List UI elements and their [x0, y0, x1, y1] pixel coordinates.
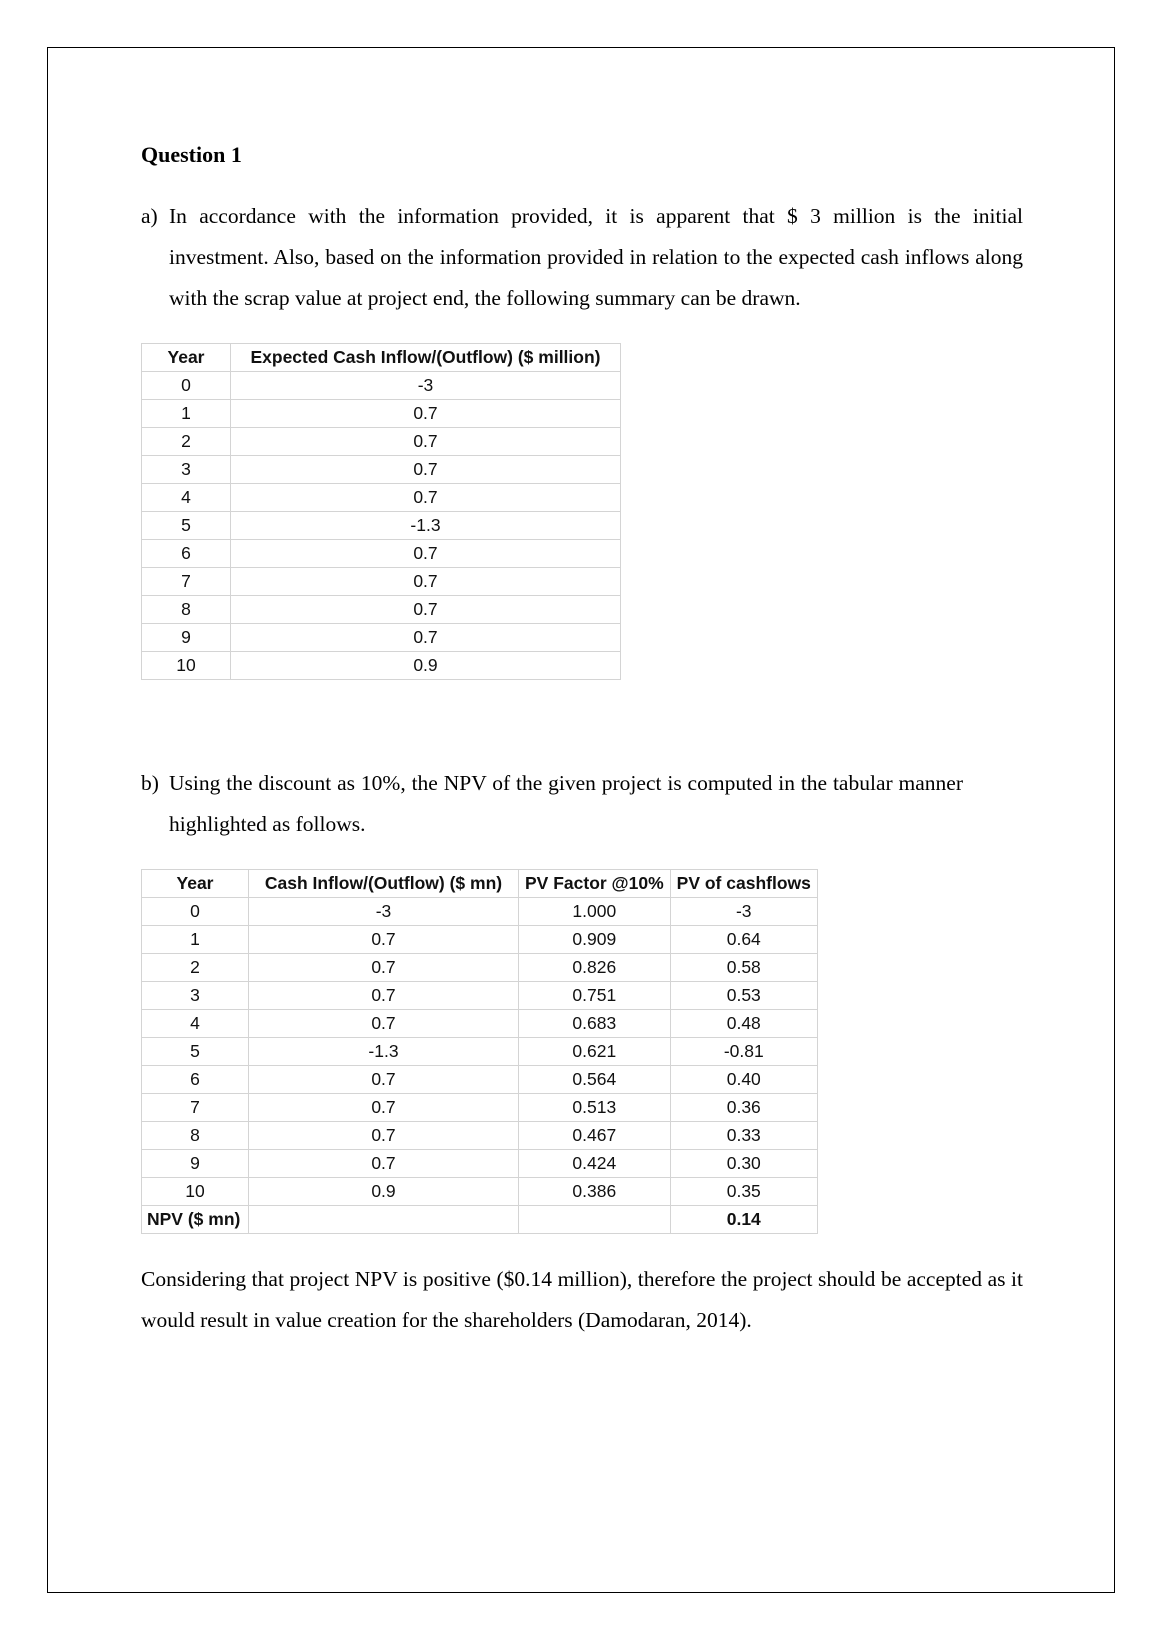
- table-cell: -1.3: [249, 1038, 519, 1066]
- table-cell: 0.7: [249, 1122, 519, 1150]
- npv-total-row: [142, 1206, 818, 1234]
- part-a-paragraph: [141, 196, 1023, 319]
- table-cell: 0: [142, 898, 249, 926]
- table-cell: 0.7: [249, 982, 519, 1010]
- table-row: [142, 512, 621, 540]
- table-row: [142, 1010, 818, 1038]
- table-cell: 8: [142, 1122, 249, 1150]
- table-cell: 0.7: [249, 1150, 519, 1178]
- table-cell: 0.826: [519, 954, 671, 982]
- table-cell: 0.7: [231, 484, 621, 512]
- table-cell: 0.7: [249, 954, 519, 982]
- question-heading: Question 1: [141, 142, 242, 167]
- table-row: [142, 484, 621, 512]
- table-cell: 0.467: [519, 1122, 671, 1150]
- table-cell: 9: [142, 1150, 249, 1178]
- table-cell: 0.751: [519, 982, 671, 1010]
- table-cell-empty: [249, 1206, 519, 1234]
- table-cell: 0.9: [231, 652, 621, 680]
- table-cell: -3: [231, 372, 621, 400]
- table-cell: 0.58: [670, 954, 817, 982]
- table-cell: 6: [142, 1066, 249, 1094]
- table-row: [142, 954, 818, 982]
- table-cell: 0.48: [670, 1010, 817, 1038]
- table-cell: 0.33: [670, 1122, 817, 1150]
- table-cell: 0.909: [519, 926, 671, 954]
- table-cell: 0.7: [231, 568, 621, 596]
- table-row: [142, 372, 621, 400]
- table-cell: -0.81: [670, 1038, 817, 1066]
- table-row: [142, 1178, 818, 1206]
- table-cell: 7: [142, 568, 231, 596]
- table-cell: 0.7: [231, 400, 621, 428]
- table-row: [142, 1122, 818, 1150]
- table-header-cell: Year: [142, 344, 231, 372]
- table-cell: 1.000: [519, 898, 671, 926]
- document-body: [141, 138, 1023, 1341]
- table-cell: 0.7: [249, 1066, 519, 1094]
- conclusion-paragraph: Considering that project NPV is positive ($0.14 million), therefore the project should be accepted as it would result in value creation for the shareholders (Damodaran, 2014).: [141, 1267, 1023, 1332]
- table-cell: 0.424: [519, 1150, 671, 1178]
- part-a-marker: a): [141, 204, 158, 228]
- table-header-cell: Cash Inflow/(Outflow) ($ mn): [249, 870, 519, 898]
- table-cell: 4: [142, 1010, 249, 1038]
- table-row: [142, 1094, 818, 1122]
- table-header-cell: Year: [142, 870, 249, 898]
- table-header-cell: PV Factor @10%: [519, 870, 671, 898]
- table-row: [142, 1066, 818, 1094]
- table-cell: 0.7: [249, 1094, 519, 1122]
- table-cell: 0.7: [231, 456, 621, 484]
- table-cell: 1: [142, 400, 231, 428]
- table-cell: 2: [142, 428, 231, 456]
- table-cell: 0: [142, 372, 231, 400]
- table-row: [142, 652, 621, 680]
- table-header-cell: Expected Cash Inflow/(Outflow) ($ million): [231, 344, 621, 372]
- table-cell: 0.7: [231, 596, 621, 624]
- part-b-paragraph: [141, 763, 1023, 845]
- table-cell: 0.35: [670, 1178, 817, 1206]
- table-cell: 0.7: [231, 624, 621, 652]
- table-cell: 0.7: [231, 540, 621, 568]
- table-cell: 0.36: [670, 1094, 817, 1122]
- table-cell-empty: [519, 1206, 671, 1234]
- table-cell: 2: [142, 954, 249, 982]
- table-row: [142, 596, 621, 624]
- table-row: [142, 926, 818, 954]
- table-row: [142, 1150, 818, 1178]
- part-b-text: Using the discount as 10%, the NPV of the given project is computed in the tabular manner highlighted as follows.: [169, 771, 963, 836]
- npv-total-value: 0.14: [670, 1206, 817, 1234]
- table-cell: 1: [142, 926, 249, 954]
- cash-flow-summary-table: [141, 343, 621, 680]
- table-cell: 5: [142, 1038, 249, 1066]
- table-cell: 8: [142, 596, 231, 624]
- table-cell: -3: [670, 898, 817, 926]
- table-row: [142, 400, 621, 428]
- table-cell: 0.7: [231, 428, 621, 456]
- table-cell: 0.683: [519, 1010, 671, 1038]
- table-cell: 0.621: [519, 1038, 671, 1066]
- table-cell: 0.40: [670, 1066, 817, 1094]
- table-cell: 6: [142, 540, 231, 568]
- table-row: [142, 624, 621, 652]
- part-a-text: In accordance with the information provided, it is apparent that $ 3 million is the initial investment. Also, based on the information provided in relation to the expected cash inflows along with the scrap value at project end, the following summary can be drawn.: [169, 204, 1023, 310]
- table-cell: 3: [142, 982, 249, 1010]
- npv-calculation-table: [141, 869, 818, 1234]
- table-row: [142, 456, 621, 484]
- table-cell: 3: [142, 456, 231, 484]
- table-cell: 0.386: [519, 1178, 671, 1206]
- table-row: [142, 982, 818, 1010]
- table-cell: 0.7: [249, 926, 519, 954]
- table-cell: 0.53: [670, 982, 817, 1010]
- npv-total-label: NPV ($ mn): [142, 1206, 249, 1234]
- table-cell: 9: [142, 624, 231, 652]
- table-cell: 5: [142, 512, 231, 540]
- table-cell: 0.564: [519, 1066, 671, 1094]
- table-header-row: [142, 870, 818, 898]
- table-row: [142, 898, 818, 926]
- table-cell: 10: [142, 652, 231, 680]
- table-cell: -1.3: [231, 512, 621, 540]
- table-row: [142, 428, 621, 456]
- part-b-marker: b): [141, 771, 159, 795]
- table-row: [142, 540, 621, 568]
- table-cell: 0.64: [670, 926, 817, 954]
- table-cell: 7: [142, 1094, 249, 1122]
- table-header-row: [142, 344, 621, 372]
- table-cell: -3: [249, 898, 519, 926]
- table-row: [142, 568, 621, 596]
- table-cell: 0.30: [670, 1150, 817, 1178]
- table-cell: 4: [142, 484, 231, 512]
- table-cell: 10: [142, 1178, 249, 1206]
- table-header-cell: PV of cashflows: [670, 870, 817, 898]
- table-row: [142, 1038, 818, 1066]
- table-cell: 0.7: [249, 1010, 519, 1038]
- table-cell: 0.9: [249, 1178, 519, 1206]
- table-cell: 0.513: [519, 1094, 671, 1122]
